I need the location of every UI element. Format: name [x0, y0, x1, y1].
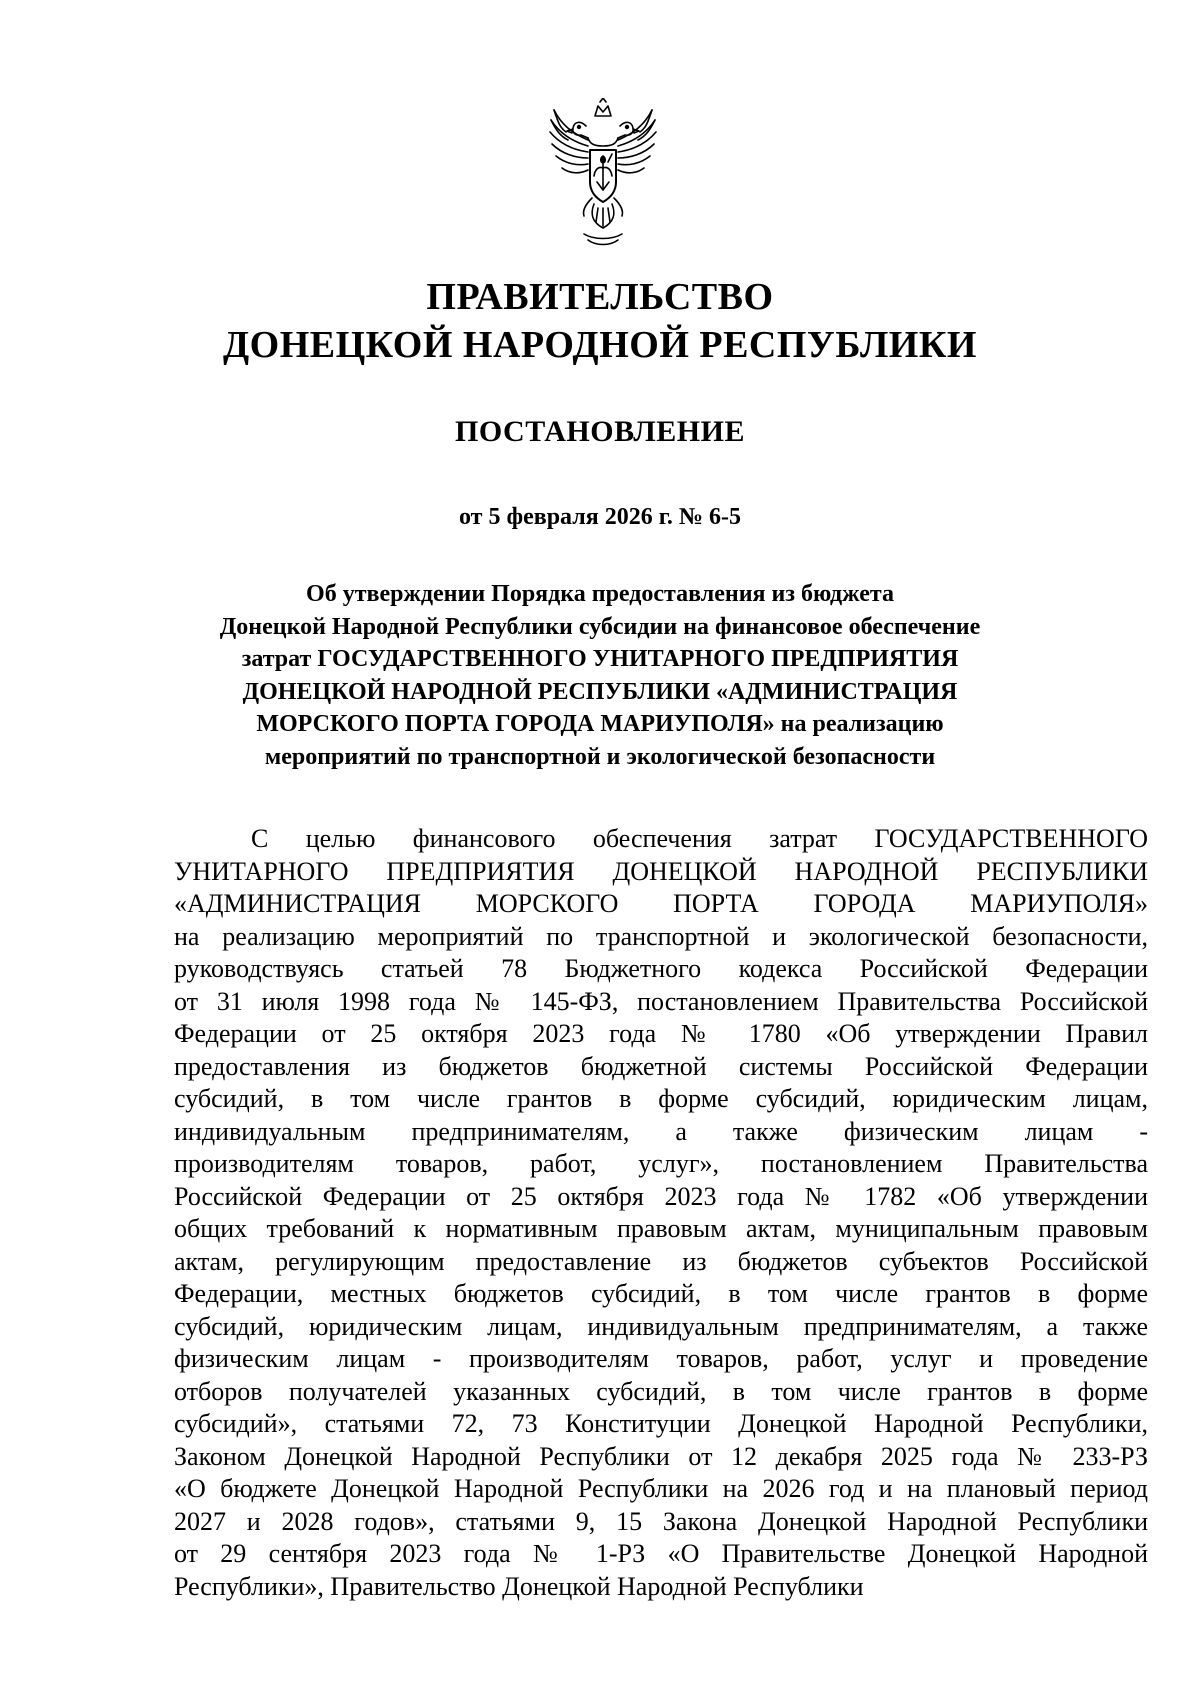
government-title-line-2: ДОНЕЦКОЙ НАРОДНОЙ РЕСПУБЛИКИ	[223, 324, 977, 366]
subject-line: Об утверждении Порядка предоставления из бюджета	[306, 581, 894, 607]
body-line: субсидий, юридическим лицам, индивидуальным предпринимателям, а также	[174, 1311, 1148, 1341]
body-line: С целью финансового обеспечения затрат ГОСУДАРСТВЕННОГО	[251, 824, 1148, 853]
body-line: индивидуальным предпринимателям, а также физическим лицам -	[174, 1116, 1148, 1146]
coat-of-arms-icon	[548, 98, 658, 258]
body-line: Федерации от 25 октября 2023 года № 1780 «Об утверждении Правил	[174, 1019, 1148, 1048]
body-line: руководствуясь статьей 78 Бюджетного кодекса Российской Федерации	[174, 954, 1148, 983]
body-line: УНИТАРНОГО ПРЕДПРИЯТИЯ ДОНЕЦКОЙ НАРОДНОЙ РЕСПУБЛИКИ	[174, 856, 1148, 886]
document-type: ПОСТАНОВЛЕНИЕ	[455, 415, 745, 448]
body-line: актам, регулирующим предоставление из бюджетов субъектов Российской	[174, 1246, 1148, 1276]
body-line: от 31 июля 1998 года № 145-ФЗ, постановлением Правительства Российской	[174, 986, 1148, 1016]
body-line: «О бюджете Донецкой Народной Республики на 2026 год и на плановый период	[174, 1474, 1148, 1503]
body-line: субсидий, в том числе грантов в форме субсидий, юридическим лицам,	[174, 1084, 1148, 1113]
body-line: 2027 и 2028 годов», статьями 9, 15 Закона Донецкой Народной Республики	[174, 1506, 1148, 1536]
body-line: от 29 сентября 2023 года № 1-РЗ «О Правительстве Донецкой Народной	[174, 1539, 1148, 1568]
subject-line: мероприятий по транспортной и экологической безопасности	[264, 743, 936, 770]
body-line: отборов получателей указанных субсидий, в том числе грантов в форме	[174, 1376, 1148, 1406]
body-line: Республики», Правительство Донецкой Народной Республики	[174, 1571, 864, 1601]
body-line: «АДМИНИСТРАЦИЯ МОРСКОГО ПОРТА ГОРОДА МАРИУПОЛЯ»	[174, 889, 1148, 918]
body-line: физическим лицам - производителям товаров, работ, услуг и проведение	[174, 1344, 1148, 1373]
body-line: субсидий», статьями 72, 73 Конституции Донецкой Народной Республики,	[174, 1409, 1148, 1438]
document-date-number: от 5 февраля 2026 г. № 6-5	[459, 504, 741, 530]
body-paragraph	[174, 823, 1148, 1603]
subject-line: ДОНЕЦКОЙ НАРОДНОЙ РЕСПУБЛИКИ «АДМИНИСТРАЦИЯ	[242, 678, 958, 705]
body-line: Федерации, местных бюджетов субсидий, в том числе грантов в форме	[174, 1279, 1148, 1308]
document-subject	[180, 578, 1020, 774]
body-line: Российской Федерации от 25 октября 2023 года № 1782 «Об утверждении	[174, 1181, 1148, 1211]
body-line: Законом Донецкой Народной Республики от 12 декабря 2025 года № 233-РЗ	[174, 1441, 1148, 1471]
subject-line: затрат ГОСУДАРСТВЕННОГО УНИТАРНОГО ПРЕДПРИЯТИЯ	[241, 646, 959, 673]
body-line: на реализацию мероприятий по транспортной и экологической безопасности,	[174, 921, 1148, 951]
body-line: предоставления из бюджетов бюджетной системы Российской Федерации	[174, 1051, 1148, 1081]
body-line: общих требований к нормативным правовым актам, муниципальным правовым	[174, 1214, 1148, 1243]
subject-line: Донецкой Народной Республики субсидии на финансовое обеспечение	[219, 613, 981, 640]
subject-line: МОРСКОГО ПОРТА ГОРОДА МАРИУПОЛЯ» на реализацию	[256, 711, 944, 738]
government-title-line-1: ПРАВИТЕЛЬСТВО	[426, 276, 774, 318]
body-line: производителям товаров, работ, услуг», постановлением Правительства	[174, 1149, 1148, 1178]
